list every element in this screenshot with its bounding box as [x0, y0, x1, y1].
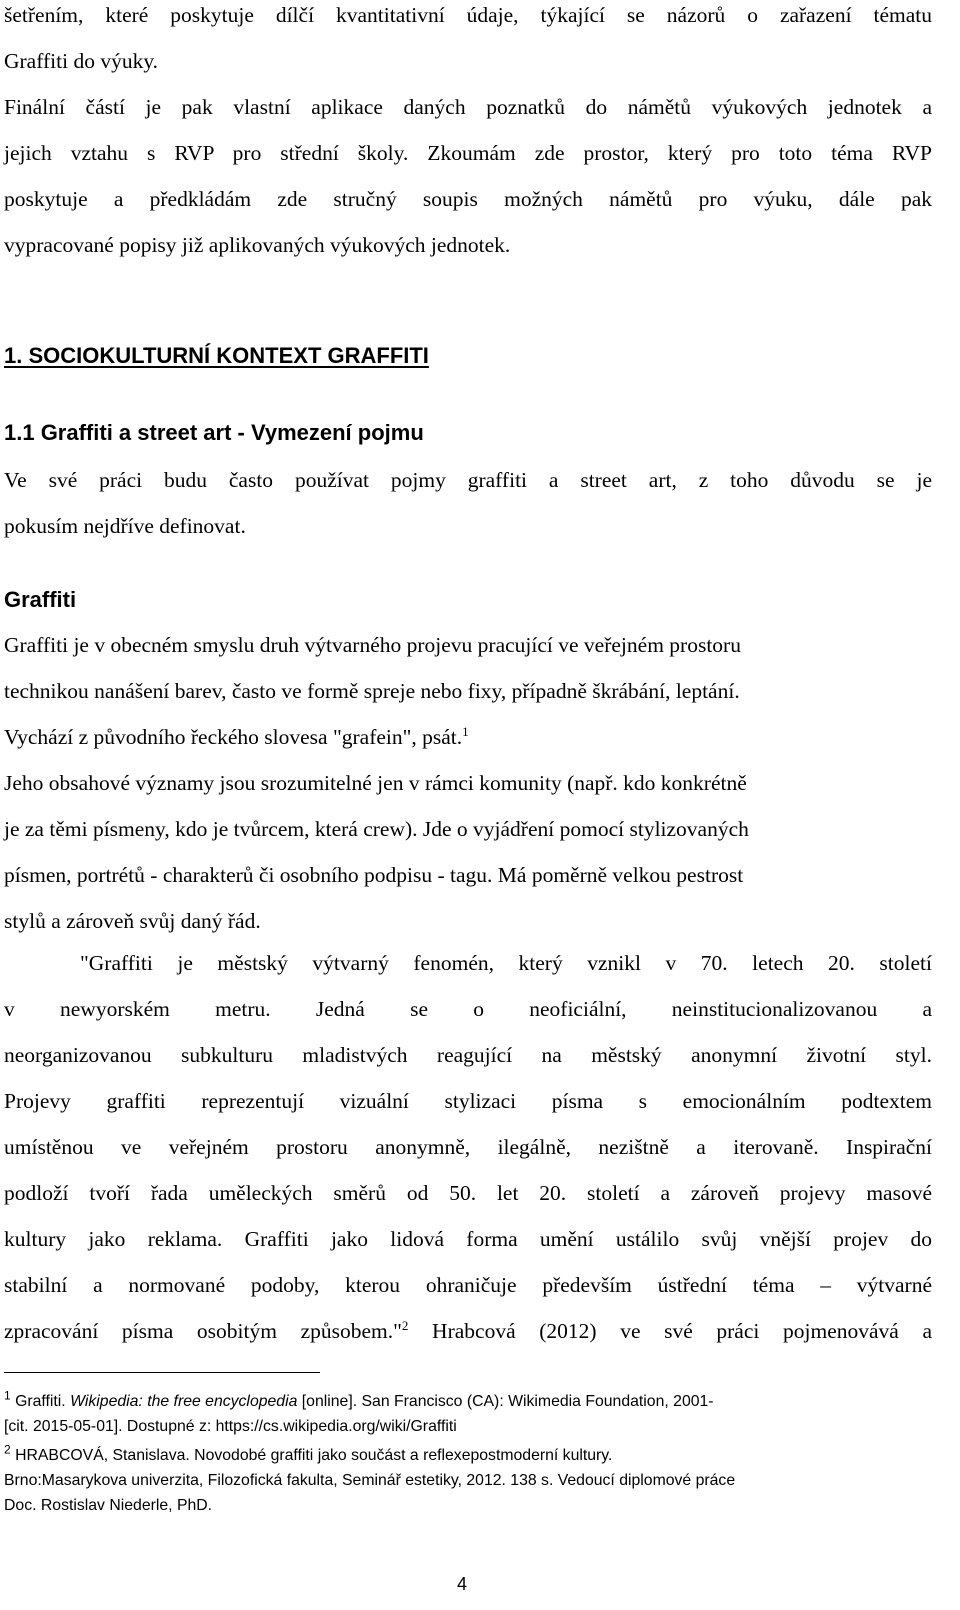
- intro-line: vypracované popisy již aplikovaných výukových jednotek.: [4, 233, 511, 257]
- quote-line: stabilní a normované podoby, kterou ohraničuje především ústřední téma – výtvarné: [4, 1273, 932, 1297]
- section-heading: 1.1 Graffiti a street art - Vymezení pojmu: [4, 420, 424, 445]
- graffiti-line-text: Vychází z původního řeckého slovesa "grafein", psát.: [4, 725, 463, 749]
- chapter-heading: 1. SOCIOKULTURNÍ KONTEXT GRAFFITI: [4, 343, 429, 368]
- intro-line: Graffiti do výuky.: [4, 49, 159, 73]
- footnote-ref-2: 2: [401, 1317, 409, 1333]
- quote-line-text: zpracování písma osobitým způsobem.": [4, 1319, 402, 1343]
- intro-line: jejich vztahu s RVP pro střední školy. Zkoumám zde prostor, který pro toto téma RVP: [4, 141, 932, 165]
- graffiti-paragraph: [4, 622, 932, 944]
- footnote-text: HRABCOVÁ, Stanislava. Novodobé graffiti jako součást a reflexepostmoderní kultury.: [10, 1447, 613, 1464]
- intro-line: Finální částí je pak vlastní aplikace daných poznatků do námětů výukových jednotek a: [4, 95, 932, 119]
- page-number: 4: [457, 1574, 468, 1594]
- graffiti-line: technikou nanášení barev, často ve formě spreje nebo fixy, případně škrábání, leptání.: [4, 679, 740, 703]
- quote-line: v newyorském metru. Jedná se o neoficiální, neinstitucionalizovanou a: [4, 997, 932, 1021]
- footnote-text: Graffiti.: [10, 1393, 71, 1410]
- footnote-1: [4, 1389, 944, 1439]
- quote-line: [4, 1308, 932, 1354]
- footnote-number: 1: [4, 1388, 11, 1403]
- footnote-line: [4, 1443, 944, 1468]
- footnote-line: Brno:Masarykova univerzita, Filozofická fakulta, Seminář estetiky, 2012. 138 s. Vedoucí diplomové práce: [4, 1472, 736, 1489]
- footnote-ref-1: 1: [462, 723, 469, 739]
- graffiti-line: písmen, portrétů - charakterů či osobního podpisu - tagu. Má poměrně velkou pestrost: [4, 863, 744, 887]
- quote-line: kultury jako reklama. Graffiti jako lidová forma umění ustálilo svůj vnější projev do: [4, 1227, 932, 1251]
- quote-line: podloží tvoří řada uměleckých směrů od 50. let 20. století a zároveň projevy masové: [4, 1181, 932, 1205]
- footnote-italic-title: Wikipedia: the free encyclopedia: [70, 1393, 298, 1410]
- section-intro-paragraph: [4, 457, 932, 549]
- graffiti-line: Jeho obsahové významy jsou srozumitelné jen v rámci komunity (např. kdo konkrétně: [4, 771, 747, 795]
- footnote-line: [cit. 2015-05-01]. Dostupné z: https://cs.wikipedia.org/wiki/Graffiti: [4, 1418, 457, 1435]
- quote-line: Projevy graffiti reprezentují vizuální stylizaci písma s emocionálním podtextem: [4, 1089, 932, 1113]
- intro-paragraph: [4, 0, 932, 268]
- footnote-line: Doc. Rostislav Niederle, PhD.: [4, 1497, 213, 1514]
- intro-line: poskytuje a předkládám zde stručný soupis možných námětů pro výuku, dále pak: [4, 187, 932, 211]
- quote-line: neorganizovanou subkulturu mladistvých reagující na městský anonymní životní styl.: [4, 1043, 932, 1067]
- graffiti-line: stylů a zároveň svůj daný řád.: [4, 909, 261, 933]
- quote-paragraph: [4, 940, 932, 1354]
- footnote-line: [4, 1389, 944, 1414]
- footnote-2: [4, 1443, 944, 1518]
- graffiti-line: [4, 714, 932, 760]
- quote-line: "Graffiti je městský výtvarný fenomén, který vznikl v 70. letech 20. století: [80, 951, 932, 975]
- intro-line: šetřením, které poskytuje dílčí kvantitativní údaje, týkající se názorů o zařazení tématu: [4, 3, 932, 27]
- footnote-number: 2: [4, 1442, 11, 1457]
- footnote-text: [online]. San Francisco (CA): Wikimedia Foundation, 2001-: [297, 1393, 714, 1410]
- quote-line: umístěnou ve veřejném prostoru anonymně, ilegálně, nezištně a iterovaně. Inspirační: [4, 1135, 932, 1159]
- graffiti-heading: Graffiti: [4, 587, 77, 612]
- footnote-separator: [4, 1372, 320, 1373]
- section-intro-line: Ve své práci budu často používat pojmy graffiti a street art, z toho důvodu se je: [4, 468, 932, 492]
- graffiti-line: Graffiti je v obecném smyslu druh výtvarného projevu pracující ve veřejném prostoru: [4, 633, 741, 657]
- section-intro-line: pokusím nejdříve definovat.: [4, 514, 246, 538]
- quote-line-text: Hrabcová (2012) ve své práci pojmenovává a: [408, 1319, 932, 1343]
- graffiti-line: je za těmi písmeny, kdo je tvůrcem, která crew). Jde o vyjádření pomocí stylizovaných: [4, 817, 749, 841]
